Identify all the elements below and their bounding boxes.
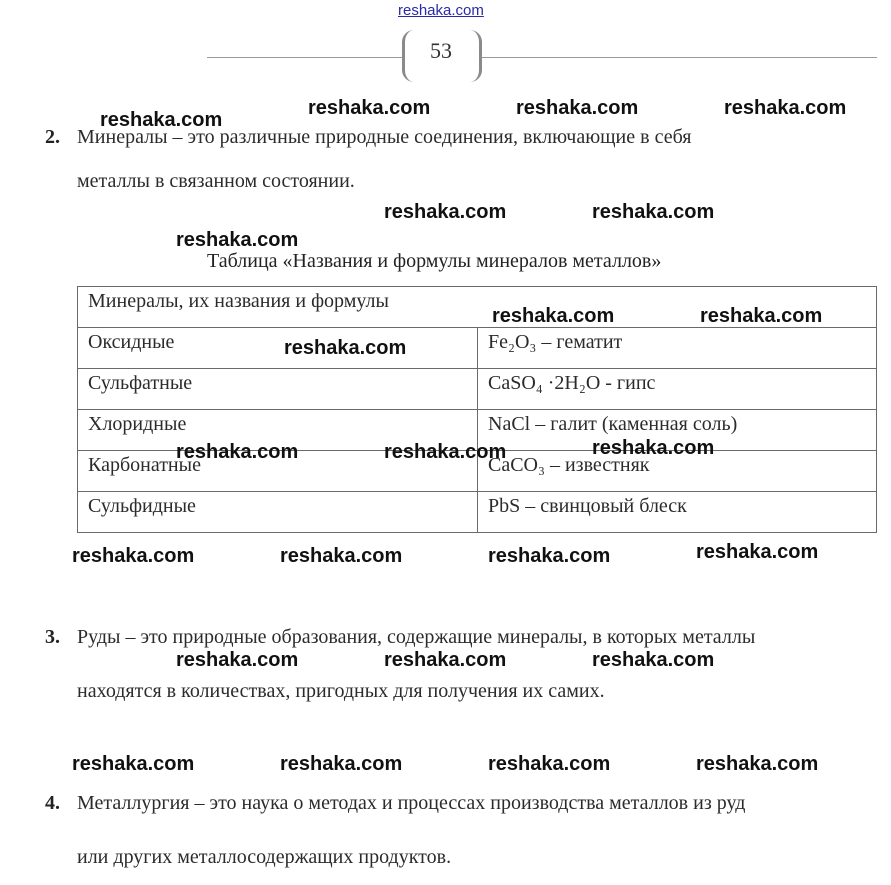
watermark: reshaka.com xyxy=(308,97,431,119)
mineral-formula-cell: CaCO₃ – известняк xyxy=(478,451,877,492)
watermark: reshaka.com xyxy=(72,753,195,775)
watermark: reshaka.com xyxy=(384,649,507,671)
watermark: reshaka.com xyxy=(592,201,715,223)
watermark: reshaka.com xyxy=(176,229,299,251)
mineral-type-cell: Сульфатные xyxy=(78,369,478,410)
table-row xyxy=(78,369,877,410)
item-text-line: Металлургия – это наука о методах и процессах производства металлов из руд xyxy=(77,792,746,814)
mineral-formula-cell: Fe₂O₃ – гематит xyxy=(478,328,877,369)
item-number: 4. xyxy=(45,792,60,814)
watermark: reshaka.com xyxy=(592,649,715,671)
watermark: reshaka.com xyxy=(488,545,611,567)
table-caption: Таблица «Названия и формулы минералов металлов» xyxy=(207,250,662,272)
watermark: reshaka.com xyxy=(492,305,615,327)
watermark: reshaka.com xyxy=(280,753,403,775)
watermark: reshaka.com xyxy=(696,541,819,563)
header-rule-right xyxy=(482,57,877,58)
watermark: reshaka.com xyxy=(72,545,195,567)
watermark: reshaka.com xyxy=(516,97,639,119)
mineral-formula-cell: CaSO₄ ·2H₂O - гипс xyxy=(478,369,877,410)
site-link[interactable]: reshaka.com xyxy=(398,2,484,19)
item-text-line: Минералы – это различные природные соединения, включающие в себя xyxy=(77,126,692,148)
header-rule-left xyxy=(207,57,402,58)
mineral-type-cell: Оксидные xyxy=(78,328,478,369)
item-number: 3. xyxy=(45,626,60,648)
table-row xyxy=(78,492,877,533)
table-header-cell: Минералы, их названия и формулы xyxy=(78,287,877,328)
watermark: reshaka.com xyxy=(384,441,507,463)
watermark: reshaka.com xyxy=(284,337,407,359)
item-number: 2. xyxy=(45,126,60,148)
watermark: reshaka.com xyxy=(724,97,847,119)
watermark: reshaka.com xyxy=(384,201,507,223)
watermark: reshaka.com xyxy=(280,545,403,567)
watermark: reshaka.com xyxy=(700,305,823,327)
item-text-line: металлы в связанном состоянии. xyxy=(77,170,355,192)
watermark: reshaka.com xyxy=(100,109,223,131)
watermark: reshaka.com xyxy=(696,753,819,775)
item-text-line: или других металлосодержащих продуктов. xyxy=(77,846,452,868)
mineral-formula-cell: PbS – свинцовый блеск xyxy=(478,492,877,533)
mineral-type-cell: Хлоридные xyxy=(78,410,478,451)
item-text-line: Руды – это природные образования, содержащие минералы, в которых металлы xyxy=(77,626,756,648)
watermark: reshaka.com xyxy=(592,437,715,459)
watermark: reshaka.com xyxy=(176,441,299,463)
page-number: 53 xyxy=(430,38,452,63)
mineral-type-cell: Сульфидные xyxy=(78,492,478,533)
mineral-type-cell: Карбонатные xyxy=(78,451,478,492)
item-text-line: находятся в количествах, пригодных для получения их самих. xyxy=(77,680,605,702)
table-row xyxy=(78,328,877,369)
mineral-formula-cell: NaCl – галит (каменная соль) xyxy=(478,410,877,451)
watermark: reshaka.com xyxy=(176,649,299,671)
watermark: reshaka.com xyxy=(488,753,611,775)
